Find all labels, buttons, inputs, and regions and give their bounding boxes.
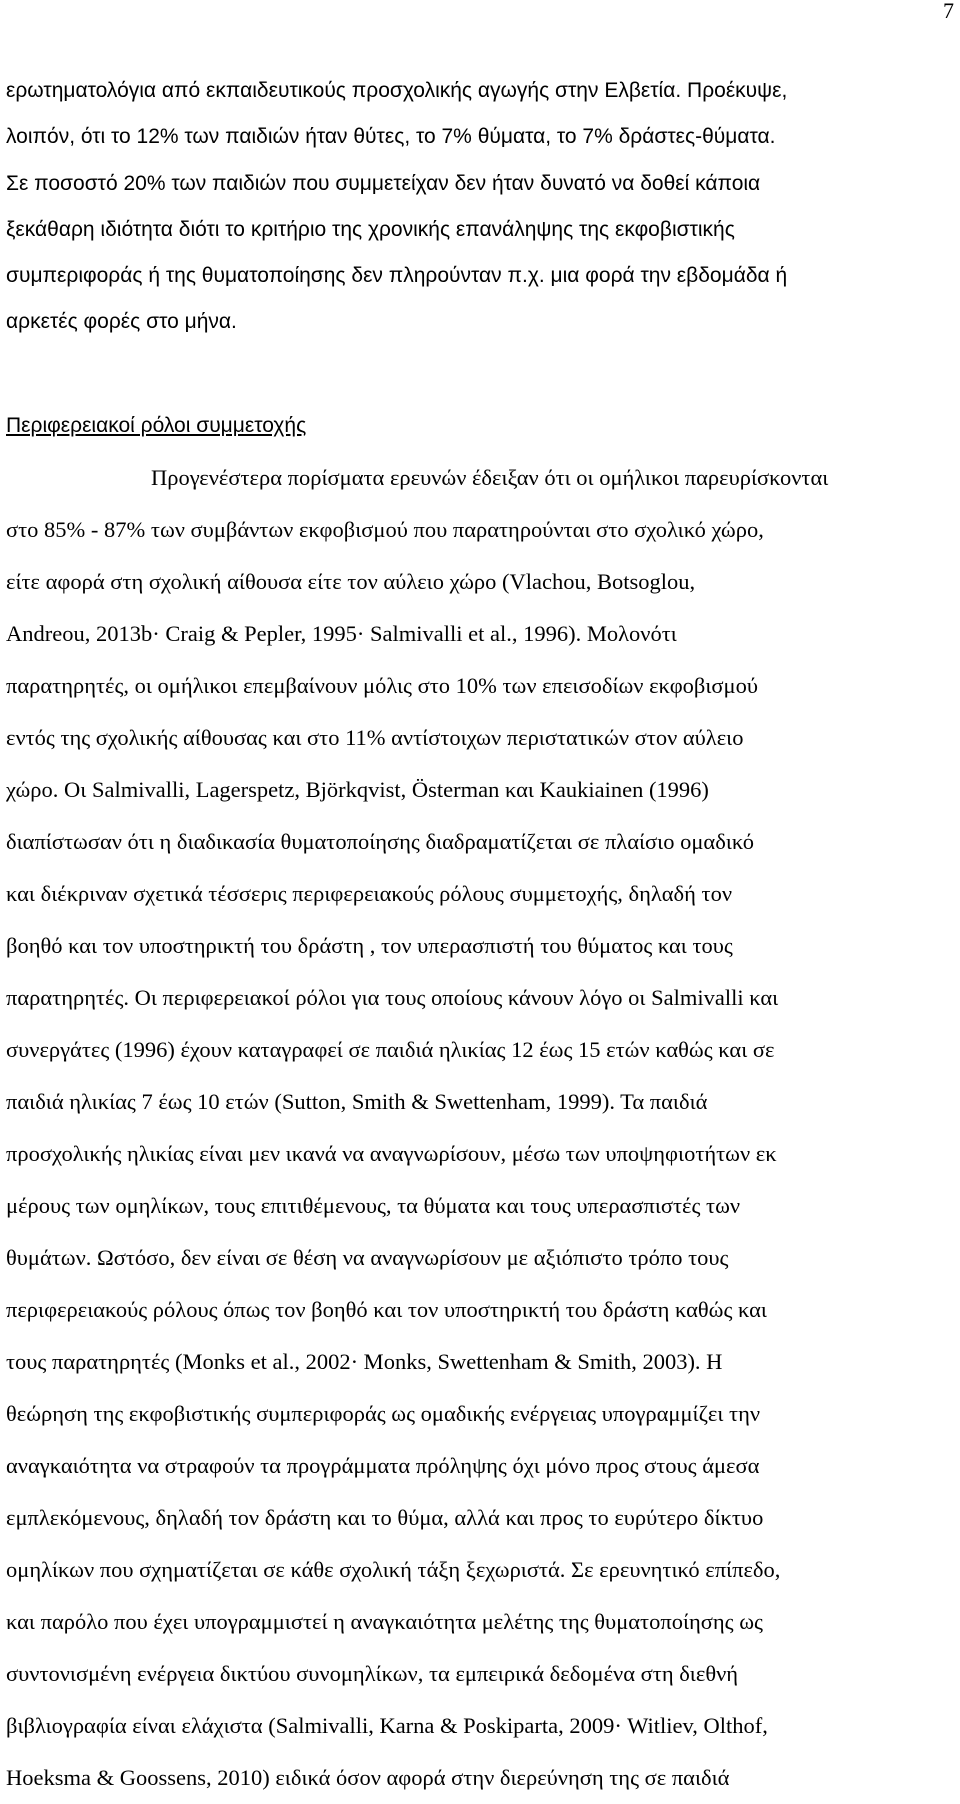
text-line: Andreou, 2013b· Craig & Pepler, 1995· Salmivalli et al., 1996). Μολονότι [6,621,677,646]
text-line: αναγκαιότητα να στραφούν τα προγράμματα πρόληψης όχι μόνο προς στους άμεσα [6,1453,760,1478]
paragraph-body [6,452,956,1804]
text-line: συμπεριφοράς ή της θυματοποίησης δεν πληρούνταν π.χ. μια φορά την εβδομάδα ή [6,264,788,288]
text-line: παιδιά ηλικίας 7 έως 10 ετών (Sutton, Smith & Swettenham, 1999). Τα παιδιά [6,1089,708,1114]
section-heading: Περιφερειακοί ρόλοι συμμετοχής [6,414,307,437]
text-line: στο 85% - 87% των συμβάντων εκφοβισμού που παρατηρούνται στο σχολικό χώρο, [6,517,764,542]
text-line: παρατηρητές. Οι περιφερειακοί ρόλοι για τους οποίους κάνουν λόγο οι Salmivalli και [6,985,779,1010]
text-line: περιφερειακούς ρόλους όπως τον βοηθό και τον υποστηρικτή του δράστη καθώς και [6,1297,767,1322]
text-line: παρατηρητές, οι ομήλικοι επεμβαίνουν μόλις στο 10% των επεισοδίων εκφοβισμού [6,673,759,698]
page-number: 7 [943,0,954,23]
text-line: είτε αφορά στη σχολική αίθουσα είτε τον αύλειο χώρο (Vlachou, Botsoglou, [6,569,696,594]
text-line: και διέκριναν σχετικά τέσσερις περιφερειακούς ρόλους συμμετοχής, δηλαδή τον [6,881,733,906]
text-line: ερωτηματολόγια από εκπαιδευτικούς προσχολικής αγωγής στην Ελβετία. Προέκυψε, [6,79,788,102]
text-line: λοιπόν, ότι το 12% των παιδιών ήταν θύτες, το 7% θύματα, το 7% δράστες-θύματα. [6,125,776,149]
text-line: τους παρατηρητές (Monks et al., 2002· Monks, Swettenham & Smith, 2003). Η [6,1349,723,1374]
text-line: Hoeksma & Goossens, 2010) ειδικά όσον αφορά στην διερεύνηση της σε παιδιά [6,1765,730,1790]
text-line: μέρους των ομηλίκων, τους επιτιθέμενους, τα θύματα και τους υπερασπιστές των [6,1193,741,1218]
text-line: βιβλιογραφία είναι ελάχιστα (Salmivalli, Karna & Poskiparta, 2009· Witliev, Olthof, [6,1713,768,1738]
text-line: συντονισμένη ενέργεια δικτύου συνομηλίκων, τα εμπειρικά δεδομένα στη διεθνή [6,1661,739,1686]
text-line: θεώρηση της εκφοβιστικής συμπεριφοράς ως ομαδικής ενέργειας υπογραμμίζει την [6,1401,761,1426]
text-line: διαπίστωσαν ότι η διαδικασία θυματοποίησης διαδραματίζεται σε πλαίσιο ομαδικό [6,829,754,854]
text-line: και παρόλο που έχει υπογραμμιστεί η αναγκαιότητα μελέτης της θυματοποίησης ως [6,1609,763,1634]
text-line: εντός της σχολικής αίθουσας και στο 11% αντίστοιχων περιστατικών στον αύλειο [6,725,744,750]
text-line: Προγενέστερα πορίσματα ερευνών έδειξαν ότι οι ομήλικοι παρευρίσκονται [151,465,829,490]
text-line: εμπλεκόμενους, δηλαδή τον δράστη και το θύμα, αλλά και προς το ευρύτερο δίκτυο [6,1505,764,1530]
text-line: ομηλίκων που σχηματίζεται σε κάθε σχολική τάξη ξεχωριστά. Σε ερευνητικό επίπεδο, [6,1557,781,1582]
text-line: προσχολικής ηλικίας είναι μεν ικανά να αναγνωρίσουν, μέσω των υποψηφιοτήτων εκ [6,1141,777,1166]
paragraph-intro [6,68,956,346]
text-line: βοηθό και τον υποστηρικτή του δράστη , τον υπερασπιστή του θύματος και τους [6,933,733,958]
text-line: ξεκάθαρη ιδιότητα διότι το κριτήριο της χρονικής επανάληψης της εκφοβιστικής [6,217,735,241]
text-line: αρκετές φορές στο μήνα. [6,310,237,334]
text-line: θυμάτων. Ωστόσο, δεν είναι σε θέση να αναγνωρίσουν με αξιόπιστο τρόπο τους [6,1245,729,1270]
text-line: Σε ποσοστό 20% των παιδιών που συμμετείχαν δεν ήταν δυνατό να δοθεί κάποια [6,171,761,195]
text-line: συνεργάτες (1996) έχουν καταγραφεί σε παιδιά ηλικίας 12 έως 15 ετών καθώς και σε [6,1037,775,1062]
text-line: χώρο. Οι Salmivalli, Lagerspetz, Björkqvist, Österman και Kaukiainen (1996) [6,777,709,802]
